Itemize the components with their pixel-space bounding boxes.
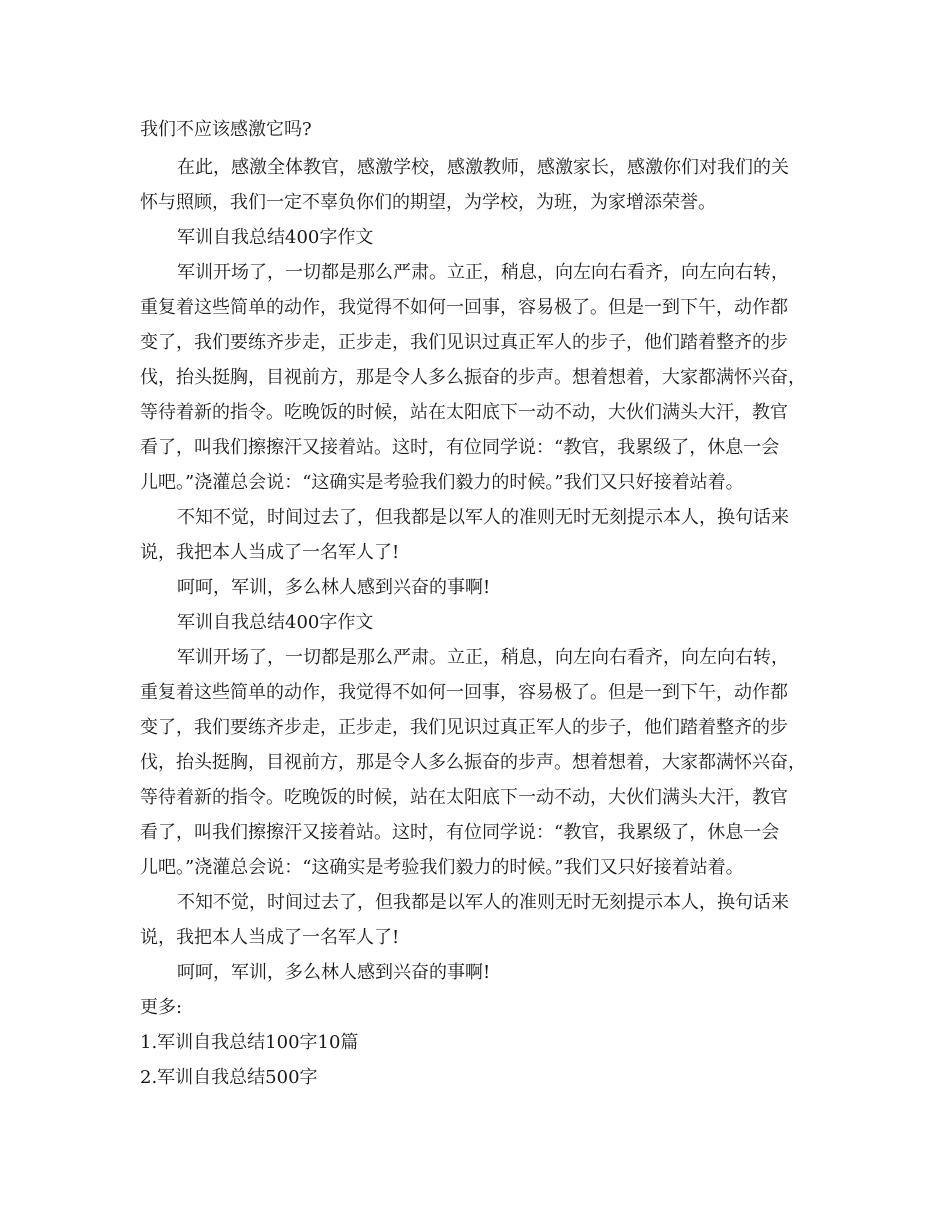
section-heading: 军训自我总结400字作文	[177, 227, 374, 248]
text-line: 呵呵，军训，多么林人感到兴奋的事啊!	[177, 962, 491, 983]
text-line: 等待着新的指令。吃晚饭的时候，站在太阳底下一动不动，大伙们满头大汗，教官	[140, 402, 788, 423]
text-line: 不知不觉，时间过去了，但我都是以军人的准则无时无刻提示本人，换句话来	[177, 892, 789, 913]
text-line: 我们不应该感激它吗?	[140, 119, 312, 140]
text-line: 儿吧。”浇灌总会说：“这确实是考验我们毅力的时候。”我们又只好接着站着。	[140, 857, 744, 878]
more-heading: 更多:	[140, 997, 183, 1018]
section-heading: 军训自我总结400字作文	[177, 612, 374, 633]
text-line: 说，我把本人当成了一名军人了!	[140, 542, 400, 563]
text-line: 军训开场了，一切都是那么严肃。立正，稍息，向左向右看齐，向左向右转，	[177, 647, 789, 668]
text-line: 看了，叫我们擦擦汗又接着站。这时，有位同学说：“教官，我累级了，休息一会	[140, 822, 780, 843]
text-line: 儿吧。”浇灌总会说：“这确实是考验我们毅力的时候。”我们又只好接着站着。	[140, 472, 744, 493]
text-line: 重复着这些简单的动作，我觉得不如何一回事，容易极了。但是一到下午，动作都	[140, 297, 788, 318]
text-line: 看了，叫我们擦擦汗又接着站。这时，有位同学说：“教官，我累级了，休息一会	[140, 437, 780, 458]
text-line: 等待着新的指令。吃晚饭的时候，站在太阳底下一动不动，大伙们满头大汗，教官	[140, 787, 788, 808]
text-line: 变了，我们要练齐步走，正步走，我们见识过真正军人的步子，他们踏着整齐的步	[140, 332, 788, 353]
text-line: 伐，抬头挺胸，目视前方，那是令人多么振奋的步声。想着想着，大家都满怀兴奋，	[140, 367, 806, 388]
text-line: 重复着这些简单的动作，我觉得不如何一回事，容易极了。但是一到下午，动作都	[140, 682, 788, 703]
text-line: 伐，抬头挺胸，目视前方，那是令人多么振奋的步声。想着想着，大家都满怀兴奋，	[140, 752, 806, 773]
text-line: 在此，感激全体教官，感激学校，感激教师，感激家长，感激你们对我们的关	[177, 157, 789, 178]
text-line: 怀与照顾，我们一定不辜负你们的期望，为学校，为班，为家增添荣誉。	[140, 192, 716, 213]
text-line: 变了，我们要练齐步走，正步走，我们见识过真正军人的步子，他们踏着整齐的步	[140, 717, 788, 738]
text-line: 说，我把本人当成了一名军人了!	[140, 927, 400, 948]
text-line: 军训开场了，一切都是那么严肃。立正，稍息，向左向右看齐，向左向右转，	[177, 262, 789, 283]
related-link[interactable]: 2.军训自我总结500字	[140, 1067, 318, 1088]
text-line: 不知不觉，时间过去了，但我都是以军人的准则无时无刻提示本人，换句话来	[177, 507, 789, 528]
text-line: 呵呵，军训，多么林人感到兴奋的事啊!	[177, 577, 491, 598]
related-link[interactable]: 1.军训自我总结100字10篇	[140, 1032, 359, 1053]
